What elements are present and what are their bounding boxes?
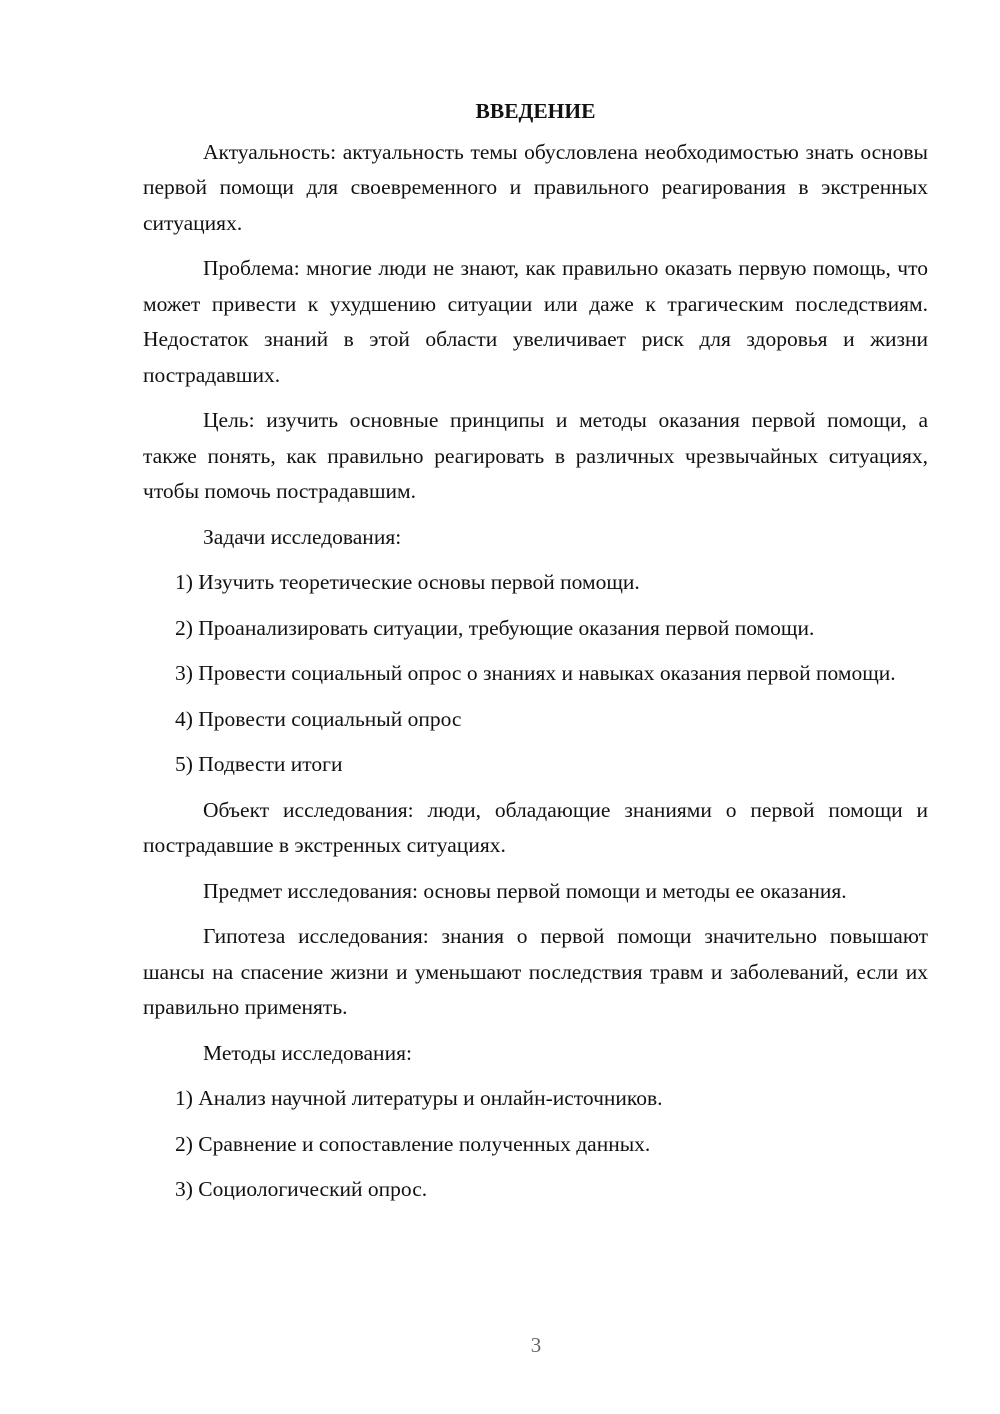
goal-paragraph: Цель: изучить основные принципы и методы оказания первой помощи, а также понять, как правильно реагировать в различных чрезвычайных ситуациях, чтобы помочь пострадавшим. — [143, 408, 928, 503]
page-number: 3 — [530, 1333, 542, 1357]
page-content — [143, 94, 928, 1218]
problem-paragraph: Проблема: многие люди не знают, как правильно оказать первую помощь, что может привести к ухудшению ситуации или даже к трагическим последствиям. Недостаток знаний в этой области увеличивает риск для здоровья и жизни пострадавших. — [143, 256, 928, 387]
task-item: 1) Изучить теоретические основы первой помощи. — [175, 570, 640, 594]
page-title: ВВЕДЕНИЕ — [475, 99, 596, 123]
methods-heading: Методы исследования: — [203, 1040, 412, 1065]
tasks-heading: Задачи исследования: — [203, 524, 402, 549]
method-item: 1) Анализ научной литературы и онлайн-источников. — [175, 1086, 663, 1110]
task-item: 5) Подвести итоги — [175, 752, 343, 776]
method-item: 2) Сравнение и сопоставление полученных данных. — [175, 1131, 651, 1156]
hypothesis-paragraph: Гипотеза исследования: знания о первой помощи значительно повышают шансы на спасение жизни и уменьшают последствия травм и заболеваний, если их правильно применять. — [143, 924, 928, 1019]
subject-paragraph: Предмет исследования: основы первой помощи и методы ее оказания. — [203, 878, 847, 903]
task-item: 4) Провести социальный опрос — [175, 706, 462, 731]
task-item: 2) Проанализировать ситуации, требующие оказания первой помощи. — [175, 615, 815, 640]
object-paragraph: Объект исследования: люди, обладающие знаниями о первой помощи и пострадавшие в экстренных ситуациях. — [143, 797, 928, 857]
task-item: 3) Провести социальный опрос о знаниях и навыках оказания первой помощи. — [175, 661, 896, 685]
method-item: 3) Социологический опрос. — [175, 1177, 428, 1201]
relevance-paragraph: Актуальность: актуальность темы обусловлена необходимостью знать основы первой помощи для своевременного и правильного реагирования в экстренных ситуациях. — [143, 139, 928, 235]
